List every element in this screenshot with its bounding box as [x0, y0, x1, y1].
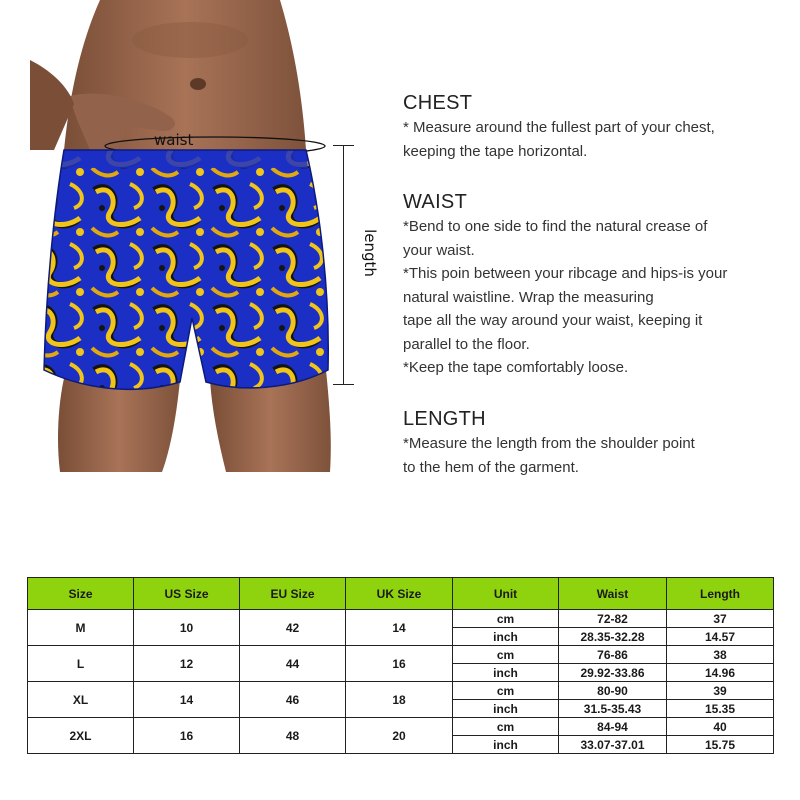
model-illustration [30, 0, 336, 472]
size-cell: XL [28, 682, 134, 718]
length-measure-line [343, 145, 344, 385]
uk-size-cell: 16 [346, 646, 453, 682]
unit-cell: inch [453, 628, 559, 646]
uk-size-cell: 18 [346, 682, 453, 718]
length-line: *Measure the length from the shoulder point [403, 435, 695, 452]
chest-heading: CHEST [403, 92, 473, 114]
waist-line: natural waistline. Wrap the measuring [403, 288, 654, 306]
chest-line: * Measure around the fullest part of your chest, [403, 119, 715, 136]
length-cell: 15.75 [667, 736, 774, 754]
us-size-cell: 12 [134, 646, 240, 682]
waist-cell: 80-90 [559, 682, 667, 700]
table-row [28, 646, 774, 664]
waist-cell: 76-86 [559, 646, 667, 664]
length-cell: 14.96 [667, 664, 774, 682]
us-size-cell: 16 [134, 718, 240, 754]
shorts-waistband [62, 150, 308, 168]
printed-shorts [44, 150, 328, 389]
unit-cell: cm [453, 610, 559, 628]
waist-heading: WAIST [403, 191, 468, 213]
uk-size-cell: 20 [346, 718, 453, 754]
product-photo [30, 0, 336, 472]
eu-size-cell: 44 [240, 646, 346, 682]
size-cell: 2XL [28, 718, 134, 754]
length-measure-bottom-tick [333, 384, 354, 385]
waist-cell: 84-94 [559, 718, 667, 736]
unit-cell: cm [453, 682, 559, 700]
length-cell: 38 [667, 646, 774, 664]
eu-size-cell: 42 [240, 610, 346, 646]
chest-line: keeping the tape horizontal. [403, 142, 588, 160]
header-unit: Unit [453, 578, 559, 610]
waist-line: *This poin between your ribcage and hips-is your [403, 265, 728, 282]
waist-cell: 33.07-37.01 [559, 736, 667, 754]
length-annotation [362, 218, 378, 288]
unit-cell: cm [453, 718, 559, 736]
us-size-cell: 14 [134, 682, 240, 718]
length-line: to the hem of the garment. [403, 458, 579, 476]
unit-cell: cm [453, 646, 559, 664]
waist-line: parallel to the floor. [403, 335, 530, 353]
header-length: Length [667, 578, 774, 610]
length-annotation-text: length [361, 229, 379, 277]
waist-line: tape all the way around your waist, keeping it [403, 312, 703, 329]
waist-section [403, 189, 793, 380]
us-size-cell: 10 [134, 610, 240, 646]
size-cell: L [28, 646, 134, 682]
waist-line: your waist. [403, 241, 475, 259]
length-cell: 39 [667, 682, 774, 700]
table-header-row [28, 578, 774, 610]
header-waist: Waist [559, 578, 667, 610]
eu-size-cell: 48 [240, 718, 346, 754]
eu-size-cell: 46 [240, 682, 346, 718]
table-row [28, 610, 774, 628]
header-uk-size: UK Size [346, 578, 453, 610]
table-row [28, 682, 774, 700]
navel-shape [190, 78, 206, 90]
waist-line: *Bend to one side to find the natural crease of [403, 218, 708, 235]
length-cell: 15.35 [667, 700, 774, 718]
waist-annotation: waist [154, 131, 194, 149]
waist-cell: 28.35-32.28 [559, 628, 667, 646]
unit-cell: inch [453, 664, 559, 682]
unit-cell: inch [453, 700, 559, 718]
length-measure-top-tick [333, 145, 354, 146]
waist-line: *Keep the tape comfortably loose. [403, 359, 629, 376]
waist-cell: 29.92-33.86 [559, 664, 667, 682]
length-cell: 37 [667, 610, 774, 628]
header-size: Size [28, 578, 134, 610]
waist-cell: 31.5-35.43 [559, 700, 667, 718]
header-us-size: US Size [134, 578, 240, 610]
header-eu-size: EU Size [240, 578, 346, 610]
size-cell: M [28, 610, 134, 646]
chest-section [403, 90, 793, 163]
uk-size-cell: 14 [346, 610, 453, 646]
size-chart-table [27, 577, 774, 754]
waist-cell: 72-82 [559, 610, 667, 628]
length-heading: LENGTH [403, 408, 486, 430]
length-cell: 40 [667, 718, 774, 736]
length-section [403, 406, 793, 479]
unit-cell: inch [453, 736, 559, 754]
table-row [28, 718, 774, 736]
length-cell: 14.57 [667, 628, 774, 646]
